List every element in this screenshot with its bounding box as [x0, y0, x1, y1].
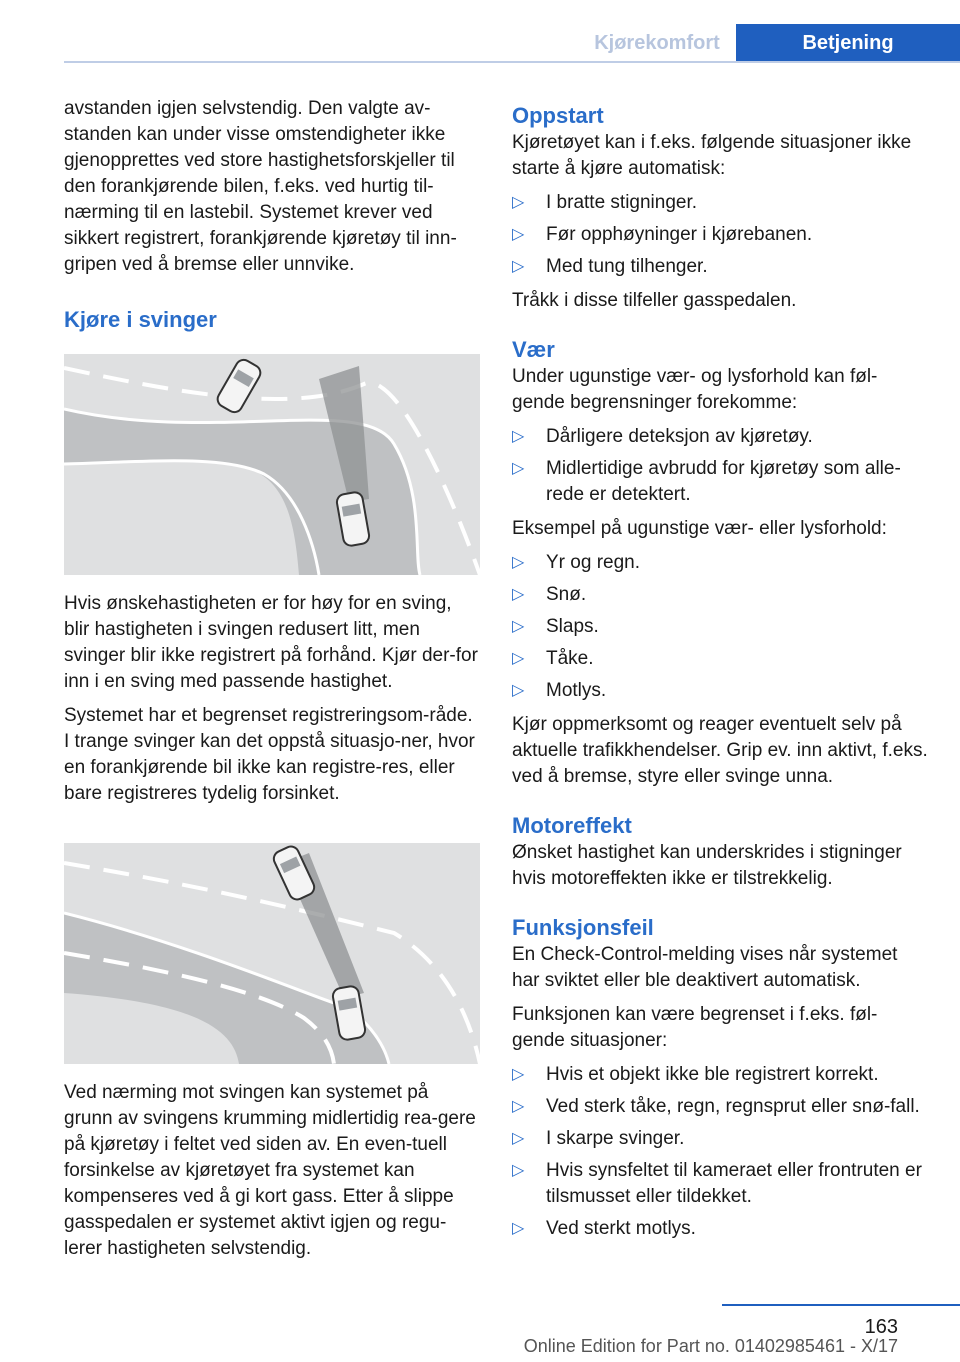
edition-text: Online Edition for Part no. 01402985461 - X/17 — [523, 1336, 898, 1356]
paragraph: Funksjonen kan være begrenset i f.eks. føl-gende situasjoner: — [512, 1004, 878, 1051]
triangle-bullet-icon: ▷ — [512, 618, 525, 635]
paragraph: Ønsket hastighet kan underskrides i stigninger hvis motoreffekten ikke er tilstrekkelig. — [512, 842, 902, 889]
section-heading-fault: Funksjonsfeil — [512, 915, 654, 940]
paragraph: Kjør oppmerksomt og reager eventuelt selv på aktuelle trafikkhendelser. Grip ev. inn aktivt, f.eks. ved å bremse, styre eller svinge unna. — [512, 714, 928, 787]
triangle-bullet-icon: ▷ — [512, 258, 525, 275]
curve-illustration-1 — [64, 354, 480, 575]
list-item: ▷ Dårligere deteksjon av kjøretøy. — [512, 424, 928, 450]
triangle-bullet-icon: ▷ — [512, 682, 525, 699]
triangle-bullet-icon: ▷ — [512, 194, 525, 211]
curve-illustration-2 — [64, 843, 480, 1064]
left-column — [64, 96, 480, 1270]
header-section-label: Kjørekomfort — [594, 32, 720, 54]
list-item: ▷ Ved sterkt motlys. — [512, 1216, 928, 1242]
page-number: 163 — [864, 1316, 898, 1338]
paragraph: En Check-Control-melding vises når systemet har sviktet eller ble deaktivert automatisk. — [512, 944, 898, 991]
triangle-bullet-icon: ▷ — [512, 650, 525, 667]
paragraph: Kjøretøyet kan i f.eks. følgende situasjoner ikke starte å kjøre automatisk: — [512, 132, 912, 179]
paragraph: Hvis ønskehastigheten er for høy for en sving, blir hastigheten i svingen redusert litt, men svinger blir ikke registrert på forhånd. Kjør der-for inn i en sving med passende hastighet. — [64, 593, 478, 692]
list-item: ▷ Før opphøyninger i kjørebanen. — [512, 222, 928, 248]
footer-divider — [722, 1304, 960, 1306]
list-item: ▷ Slaps. — [512, 614, 928, 640]
list-item: ▷ Hvis et objekt ikke ble registrert korrekt. — [512, 1062, 928, 1088]
section-heading-weather: Vær — [512, 337, 555, 362]
fault-conditions-list — [512, 1062, 928, 1242]
triangle-bullet-icon: ▷ — [512, 460, 525, 477]
triangle-bullet-icon: ▷ — [512, 1162, 525, 1179]
triangle-bullet-icon: ▷ — [512, 226, 525, 243]
right-column — [512, 96, 928, 1250]
paragraph: Tråkk i disse tilfeller gasspedalen. — [512, 290, 797, 311]
list-item: ▷ Motlys. — [512, 678, 928, 704]
section-heading-engine: Motoreffekt — [512, 813, 632, 838]
list-item: ▷ Yr og regn. — [512, 550, 928, 576]
header-chapter-tab: Betjening — [736, 24, 960, 62]
header-divider — [64, 61, 960, 63]
list-item: ▷ I bratte stigninger. — [512, 190, 928, 216]
triangle-bullet-icon: ▷ — [512, 428, 525, 445]
list-item: ▷ I skarpe svinger. — [512, 1126, 928, 1152]
paragraph: avstanden igjen selvstendig. Den valgte av-standen kan under visse omstendigheter ikke gjenopprettes ved store hastighetsforskjeller til den forankjørende bilen, f.eks. ved hurtig til-nærming til en lastebil. Systemet krever ved sikkert registrert, forankjørende kjøretøy til inn-gripen ved å bremse eller unnvike. — [64, 98, 457, 275]
list-item: ▷ Med tung tilhenger. — [512, 254, 928, 280]
list-item: ▷ Ved sterk tåke, regn, regnsprut eller snø-fall. — [512, 1094, 928, 1120]
paragraph: Ved nærming mot svingen kan systemet på grunn av svingens krumming midlertidig rea-gere på kjøretøy i feltet ved siden av. En even-tuell forsinkelse av kjøretøyet fra systemet kan kompenseres ved å gi kort gass. Etter å slippe gasspedalen er systemet aktivt igjen og regu-lerer hastigheten selvstendig. — [64, 1082, 476, 1259]
triangle-bullet-icon: ▷ — [512, 554, 525, 571]
start-conditions-list — [512, 190, 928, 280]
triangle-bullet-icon: ▷ — [512, 1098, 525, 1115]
section-heading-start: Oppstart — [512, 103, 604, 128]
paragraph: Under ugunstige vær- og lysforhold kan føl-gende begrensninger forekomme: — [512, 366, 878, 413]
triangle-bullet-icon: ▷ — [512, 1130, 525, 1147]
triangle-bullet-icon: ▷ — [512, 1220, 525, 1237]
triangle-bullet-icon: ▷ — [512, 1066, 525, 1083]
list-item: ▷ Midlertidige avbrudd for kjøretøy som alle-rede er detektert. — [512, 458, 901, 505]
triangle-bullet-icon: ▷ — [512, 586, 525, 603]
list-item: ▷ Tåke. — [512, 646, 928, 672]
weather-limitations-list — [512, 424, 928, 508]
paragraph: Eksempel på ugunstige vær- eller lysforhold: — [512, 518, 887, 539]
weather-examples-list — [512, 550, 928, 704]
list-item: ▷ Snø. — [512, 582, 928, 608]
list-item: ▷ Hvis synsfeltet til kameraet eller frontruten er tilsmusset eller tildekket. — [512, 1160, 922, 1207]
paragraph: Systemet har et begrenset registreringsom-råde. I trange svinger kan det oppstå situasjo-ner, hvor en forankjørende bil ikke kan registre-res, eller bare registreres tydelig forsinket. — [64, 705, 475, 804]
section-heading-curves: Kjøre i svinger — [64, 307, 217, 332]
